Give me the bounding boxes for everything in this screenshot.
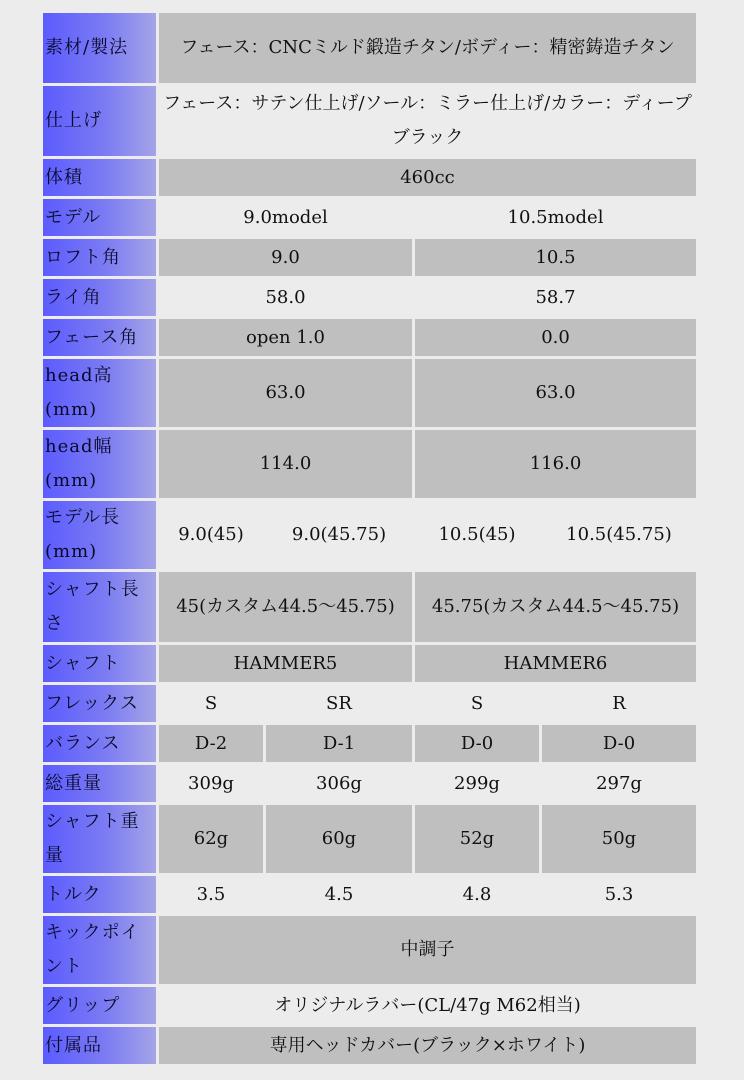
cell-value: 4.8 [415, 876, 539, 913]
cell-value: 10.5model [415, 199, 696, 236]
cell-value: 114.0 [159, 430, 412, 498]
cell-value: 9.0 [159, 239, 412, 276]
cell-value: 3.5 [159, 876, 263, 913]
row-accessory [43, 1027, 696, 1064]
row-total-weight [43, 765, 696, 802]
cell-value: D-1 [266, 725, 412, 762]
row-label: 体積 [43, 159, 156, 196]
cell-value: 306g [266, 765, 412, 802]
cell-value: 62g [159, 805, 263, 873]
row-label: トルク [43, 876, 156, 913]
row-material [43, 13, 696, 83]
cell-value: D-0 [415, 725, 539, 762]
cell-value: 4.5 [266, 876, 412, 913]
row-model-length [43, 501, 696, 569]
cell-value: S [415, 685, 539, 722]
row-label: フェース角 [43, 319, 156, 356]
cell-value: 5.3 [542, 876, 696, 913]
row-shaft-weight [43, 805, 696, 873]
cell-value: D-2 [159, 725, 263, 762]
cell-value: 10.5(45) [415, 501, 539, 569]
cell-value: 52g [415, 805, 539, 873]
cell-value: 9.0(45.75) [266, 501, 412, 569]
cell-value: SR [266, 685, 412, 722]
cell-value: HAMMER5 [159, 645, 412, 682]
cell-value: 専用ヘッドカバー(ブラック×ホワイト) [159, 1027, 696, 1064]
row-label: モデル [43, 199, 156, 236]
row-label: 素材/製法 [43, 13, 156, 83]
row-label: シャフト長さ [43, 572, 156, 642]
row-label: シャフト重量 [43, 805, 156, 873]
row-lie [43, 279, 696, 316]
cell-value: 50g [542, 805, 696, 873]
cell-value: 中調子 [159, 916, 696, 984]
row-label: グリップ [43, 987, 156, 1024]
cell-value: フェース：CNCミルド鍛造チタン/ボディー：精密鋳造チタン [159, 13, 696, 83]
row-torque [43, 876, 696, 913]
row-shaft-length [43, 572, 696, 642]
row-grip [43, 987, 696, 1024]
cell-value: 58.0 [159, 279, 412, 316]
row-face-angle [43, 319, 696, 356]
cell-value: 63.0 [415, 359, 696, 427]
row-loft [43, 239, 696, 276]
row-label: 総重量 [43, 765, 156, 802]
row-label: ライ角 [43, 279, 156, 316]
row-label: 付属品 [43, 1027, 156, 1064]
cell-value: 9.0(45) [159, 501, 263, 569]
row-finish [43, 86, 696, 156]
row-label: head高(mm) [43, 359, 156, 427]
row-balance [43, 725, 696, 762]
cell-value: 297g [542, 765, 696, 802]
cell-value: 116.0 [415, 430, 696, 498]
cell-value: 60g [266, 805, 412, 873]
row-kick-point [43, 916, 696, 984]
row-label: シャフト [43, 645, 156, 682]
row-label: 仕上げ [43, 86, 156, 156]
cell-value: 10.5(45.75) [542, 501, 696, 569]
row-head-width [43, 430, 696, 498]
row-label: モデル長(mm) [43, 501, 156, 569]
row-volume [43, 159, 696, 196]
cell-value: HAMMER6 [415, 645, 696, 682]
cell-value: 9.0model [159, 199, 412, 236]
cell-value: 45(カスタム44.5〜45.75) [159, 572, 412, 642]
cell-value: S [159, 685, 263, 722]
row-shaft [43, 645, 696, 682]
row-label: バランス [43, 725, 156, 762]
cell-value: 460cc [159, 159, 696, 196]
cell-value: 10.5 [415, 239, 696, 276]
cell-value: 309g [159, 765, 263, 802]
row-head-height [43, 359, 696, 427]
cell-value: D-0 [542, 725, 696, 762]
cell-value: 0.0 [415, 319, 696, 356]
cell-value: 299g [415, 765, 539, 802]
cell-value: R [542, 685, 696, 722]
row-label: ロフト角 [43, 239, 156, 276]
row-label: head幅(mm) [43, 430, 156, 498]
cell-value: 58.7 [415, 279, 696, 316]
row-model [43, 199, 696, 236]
row-label: キックポイント [43, 916, 156, 984]
cell-value: フェース：サテン仕上げ/ソール：ミラー仕上げ/カラー：ディープブラック [159, 86, 696, 156]
cell-value: 45.75(カスタム44.5〜45.75) [415, 572, 696, 642]
row-label: フレックス [43, 685, 156, 722]
cell-value: オリジナルラバー(CL/47g M62相当) [159, 987, 696, 1024]
row-flex [43, 685, 696, 722]
cell-value: 63.0 [159, 359, 412, 427]
spec-table [40, 10, 699, 1067]
cell-value: open 1.0 [159, 319, 412, 356]
